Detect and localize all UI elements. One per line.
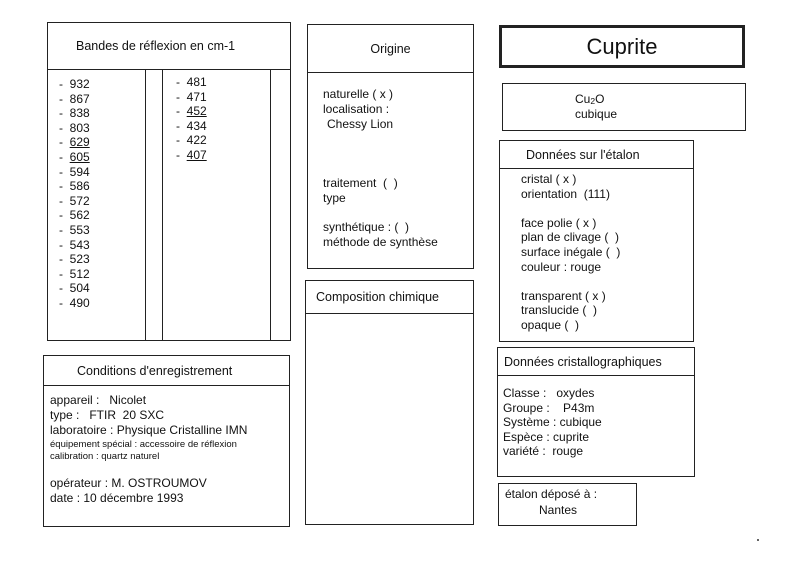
conditions-title: Conditions d'enregistrement [77,363,233,378]
column-divider [145,69,146,340]
depot-value: Nantes [539,503,578,517]
cristallo-lines [503,386,602,459]
bands-title: Bandes de réflexion en cm-1 [76,39,236,53]
date-text: date : 10 décembre 1993 [50,491,184,505]
composition-title: Composition chimique [316,290,439,304]
band-value: - 434 [176,118,207,133]
calibration-text: calibration : quartz naturel [50,451,160,462]
etalon-line: couleur : rouge [521,259,602,274]
cristallo-line: Classe : oxydes [503,386,595,400]
naturelle-text: naturelle ( x ) [323,87,394,101]
column-divider [270,69,271,340]
etalon-panel [499,140,694,342]
formula-main: Cu [575,92,591,106]
band-value: - 504 [59,281,90,296]
mineral-name: Cuprite [586,33,658,59]
etalon-header [500,141,693,169]
bands-header [48,23,290,70]
band-value: - 629 [59,135,90,150]
band-value: - 572 [59,193,90,208]
crystal-system-text: cubique [575,107,618,121]
bands-panel [47,22,291,341]
etalon-lines [521,172,620,333]
synthetique-text: synthétique : ( ) [323,220,410,234]
bands-column-2 [176,75,207,163]
cristallo-title: Données cristallographiques [504,354,662,369]
cristallo-line: Espèce : cuprite [503,429,590,444]
band-value: - 838 [59,106,90,121]
appareil-text: appareil : Nicolet [50,393,147,407]
methode-text: méthode de synthèse [323,235,438,249]
equipement-text: équipement spécial : accessoire de réflexion [50,439,237,450]
etalon-line: orientation (111) [521,186,610,201]
etalon-line: translucide ( ) [521,303,598,318]
etalon-line: cristal ( x ) [521,172,577,186]
operateur-text: opérateur : M. OSTROUMOV [50,476,207,490]
band-value: - 481 [176,75,207,89]
type-text: type : FTIR 20 SXC [50,408,165,422]
cristallo-line: Système : cubique [503,415,602,430]
scan-speck [757,539,759,541]
depot-label: étalon déposé à : [505,487,598,501]
band-value: - 407 [176,147,207,162]
band-value: - 512 [59,266,90,281]
laboratoire-text: laboratoire : Physique Cristalline IMN [50,423,248,437]
bands-column-1 [59,77,90,311]
formula-end: O [595,92,605,106]
band-value: - 803 [59,120,90,135]
origine-panel [307,24,474,269]
band-value: - 605 [59,149,90,164]
conditions-panel [43,355,290,527]
formula-subscript: 2 [590,96,596,106]
band-value: - 553 [59,222,90,237]
band-value: - 594 [59,164,90,179]
type-text: type [323,191,346,205]
composition-header [306,281,473,314]
column-divider [162,69,163,340]
depot-box [498,483,637,526]
etalon-line: face polie ( x ) [521,215,597,230]
etalon-line: transparent ( x ) [521,288,606,303]
etalon-line: opaque ( ) [521,317,580,332]
etalon-line [521,201,620,216]
cristallo-line: Groupe : P43m [503,400,595,415]
cristallo-panel [497,347,695,477]
formula-box [502,83,746,131]
origine-title: Origine [370,41,411,56]
etalon-title: Données sur l'étalon [526,147,640,162]
origine-header [308,25,473,73]
band-value: - 422 [176,133,207,148]
composition-panel [305,280,474,525]
conditions-header [44,356,289,386]
traitement-text: traitement ( ) [323,176,398,190]
cristallo-header [498,348,694,376]
band-value: - 586 [59,179,90,194]
band-value: - 452 [176,104,207,119]
band-value: - 471 [176,89,207,104]
etalon-line [521,274,620,289]
band-value: - 932 [59,77,90,91]
localisation-value: Chessy Lion [327,117,394,131]
cristallo-line: variété : rouge [503,444,584,459]
etalon-line: plan de clivage ( ) [521,230,620,245]
band-value: - 867 [59,91,90,106]
etalon-line: surface inégale ( ) [521,244,621,259]
localisation-label: localisation : [323,102,390,116]
band-value: - 562 [59,208,90,223]
band-value: - 523 [59,252,90,267]
band-value: - 543 [59,237,90,252]
band-value: - 490 [59,295,90,310]
mineral-name-box [499,25,745,68]
